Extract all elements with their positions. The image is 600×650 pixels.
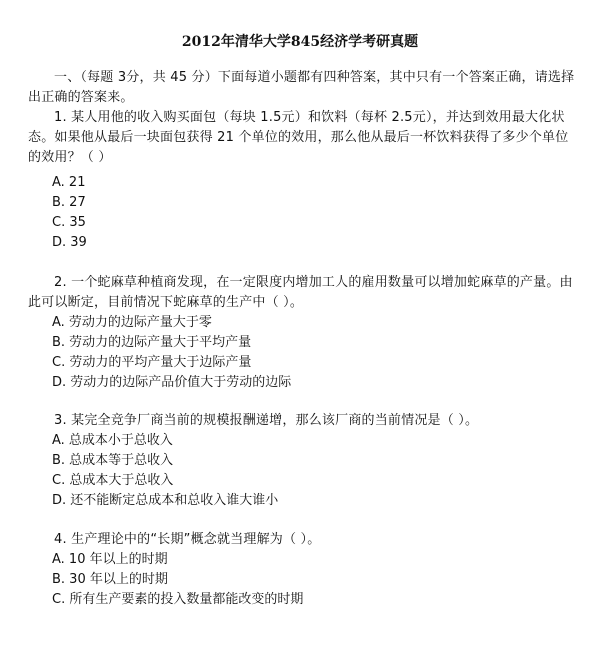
question-1-option-b: B. 27 xyxy=(52,195,86,210)
question-2-option-a: A. 劳动力的边际产量大于零 xyxy=(52,315,212,330)
question-2-option-c: C. 劳动力的平均产量大于边际产量 xyxy=(52,355,252,370)
question-3-option-d: D. 还不能断定总成本和总收入谁大谁小 xyxy=(52,493,279,508)
question-2-option-b: B. 劳动力的边际产量大于平均产量 xyxy=(52,335,252,350)
question-1-option-a: A. 21 xyxy=(52,175,86,190)
question-4-stem: 4. 生产理论中的“长期”概念就当理解为（ ）。 xyxy=(54,532,321,547)
question-1-stem: 1. 某人用他的收入购买面包（每块 1.5元）和饮料（每杯 2.5元），并达到效用最大化状态。如果他从最后一块面包获得 21 个单位的效用，那么他从最后一杯饮料获得了多少个单位的效用？（ ） xyxy=(28,110,569,165)
question-3-option-a: A. 总成本小于总收入 xyxy=(52,433,173,448)
question-3-stem: 3. 某完全竞争厂商当前的规模报酬递增，那么该厂商的当前情况是（ ）。 xyxy=(54,413,479,428)
question-3-option-c: C. 总成本大于总收入 xyxy=(52,473,174,488)
document-title: 2012年清华大学845经济学考研真题 xyxy=(181,34,419,50)
instructions: 一、（每题 3分，共 45 分）下面每道小题都有四种答案，其中只有一个答案正确，请选择出正确的答案来。 xyxy=(28,70,575,105)
question-3-option-b: B. 总成本等于总收入 xyxy=(52,453,174,468)
question-1-option-d: D. 39 xyxy=(52,235,87,250)
question-4-option-b: B. 30 年以上的时期 xyxy=(52,572,168,587)
question-4-option-a: A. 10 年以上的时期 xyxy=(52,552,168,567)
question-2-stem: 2. 一个蛇麻草种植商发现，在一定限度内增加工人的雇用数量可以增加蛇麻草的产量。由此可以断定，目前情况下蛇麻草的生产中（ ）。 xyxy=(28,275,573,310)
question-4-option-c: C. 所有生产要素的投入数量都能改变的时期 xyxy=(52,592,304,607)
question-1-option-c: C. 35 xyxy=(52,215,86,230)
question-2-option-d: D. 劳动力的边际产品价值大于劳动的边际 xyxy=(52,375,292,390)
